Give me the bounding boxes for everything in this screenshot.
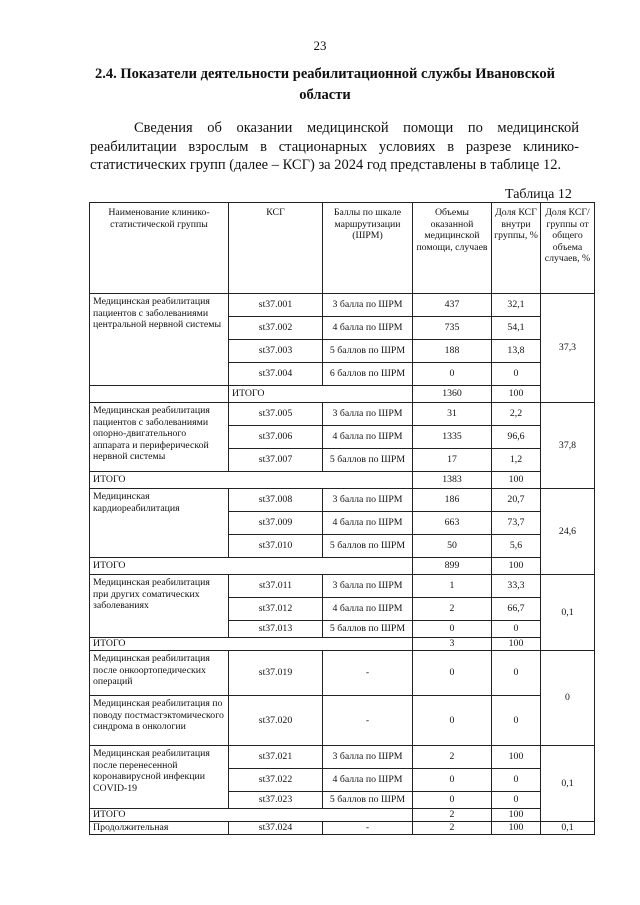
ksg-code: st37.004 bbox=[229, 363, 323, 386]
share-cell: 0 bbox=[492, 651, 541, 696]
shrm-score: - bbox=[323, 696, 413, 746]
volume-cell: 0 bbox=[413, 792, 492, 809]
header-share-in-group: Доля КСГ внутри группы, % bbox=[492, 203, 541, 294]
table-row bbox=[90, 403, 595, 426]
shrm-score: 4 балла по ШРМ bbox=[323, 426, 413, 449]
table-header-row bbox=[90, 203, 595, 294]
volume-cell: 0 bbox=[413, 769, 492, 792]
volume-cell: 188 bbox=[413, 340, 492, 363]
ksg-code: st37.002 bbox=[229, 317, 323, 340]
shrm-score: 3 балла по ШРМ bbox=[323, 403, 413, 426]
group-name: Медицинская реабилитация пациентов с заболеваниями опорно-двигательного аппарата и периферической нервной системы bbox=[90, 403, 229, 472]
group-share-total: 0,1 bbox=[541, 822, 595, 835]
share-cell: 96,6 bbox=[492, 426, 541, 449]
volume-cell: 2 bbox=[413, 822, 492, 835]
total-label: ИТОГО bbox=[90, 472, 413, 489]
page-number: 23 bbox=[313, 38, 327, 53]
group-share-total: 37,3 bbox=[541, 294, 595, 403]
total-row bbox=[90, 809, 595, 822]
share-cell: 100 bbox=[492, 746, 541, 769]
share-cell: 54,1 bbox=[492, 317, 541, 340]
ksg-code: st37.005 bbox=[229, 403, 323, 426]
share-cell: 100 bbox=[492, 822, 541, 835]
share-cell: 33,3 bbox=[492, 575, 541, 598]
share-cell: 0 bbox=[492, 363, 541, 386]
group-share-total: 0,1 bbox=[541, 575, 595, 651]
group-name: Медицинская реабилитация при других соматических заболеваниях bbox=[90, 575, 229, 638]
share-cell: 73,7 bbox=[492, 512, 541, 535]
shrm-score: 3 балла по ШРМ bbox=[323, 575, 413, 598]
total-share: 100 bbox=[492, 558, 541, 575]
header-volume: Объемы оказанной медицинской помощи, случаев bbox=[413, 203, 492, 294]
ksg-code: st37.001 bbox=[229, 294, 323, 317]
shrm-score: 5 баллов по ШРМ bbox=[323, 621, 413, 638]
ksg-code: st37.020 bbox=[229, 696, 323, 746]
volume-cell: 186 bbox=[413, 489, 492, 512]
volume-cell: 663 bbox=[413, 512, 492, 535]
volume-cell: 50 bbox=[413, 535, 492, 558]
shrm-score: 4 балла по ШРМ bbox=[323, 512, 413, 535]
section-title: 2.4. Показатели деятельности реабилитационной службы Ивановской области bbox=[94, 66, 556, 103]
share-cell: 1,2 bbox=[492, 449, 541, 472]
total-volume: 1360 bbox=[413, 386, 492, 403]
ksg-code: st37.003 bbox=[229, 340, 323, 363]
total-share: 100 bbox=[492, 386, 541, 403]
total-share: 100 bbox=[492, 638, 541, 651]
header-ksg: КСГ bbox=[229, 203, 323, 294]
total-row bbox=[90, 638, 595, 651]
ksg-code: st37.008 bbox=[229, 489, 323, 512]
ksg-code: st37.021 bbox=[229, 746, 323, 769]
shrm-score: 3 балла по ШРМ bbox=[323, 489, 413, 512]
table-caption: Таблица 12 bbox=[505, 187, 572, 202]
ksg-code: st37.011 bbox=[229, 575, 323, 598]
total-label: ИТОГО bbox=[90, 809, 413, 822]
volume-cell: 0 bbox=[413, 363, 492, 386]
intro-paragraph: Сведения об оказании медицинской помощи по медицинской реабилитации взрослым в стационарных условиях в разрезе клинико-статистических групп (далее – КСГ) за 2024 год представлены в таблице 12. bbox=[90, 120, 579, 173]
shrm-score: 4 балла по ШРМ bbox=[323, 769, 413, 792]
header-name: Наименование клинико-статистической группы bbox=[90, 203, 229, 294]
group-name: Медицинская реабилитация пациентов с заболеваниями центральной нервной системы bbox=[90, 294, 229, 386]
total-volume: 899 bbox=[413, 558, 492, 575]
volume-cell: 0 bbox=[413, 651, 492, 696]
group-share-total: 37,8 bbox=[541, 403, 595, 489]
ksg-code: st37.012 bbox=[229, 598, 323, 621]
share-cell: 0 bbox=[492, 621, 541, 638]
volume-cell: 437 bbox=[413, 294, 492, 317]
volume-cell: 31 bbox=[413, 403, 492, 426]
shrm-score: - bbox=[323, 822, 413, 835]
share-cell: 32,1 bbox=[492, 294, 541, 317]
group-name: Продолжительная bbox=[90, 822, 229, 835]
group-name: Медицинская реабилитация после перенесенной коронавирусной инфекции COVID-19 bbox=[90, 746, 229, 809]
group-share-total: 0,1 bbox=[541, 746, 595, 822]
group-name: Медицинская реабилитация по поводу постмастэктомического синдрома в онкологии bbox=[90, 696, 229, 746]
group-share-total: 0 bbox=[541, 651, 595, 746]
shrm-score: 4 балла по ШРМ bbox=[323, 598, 413, 621]
share-cell: 2,2 bbox=[492, 403, 541, 426]
shrm-score: 5 баллов по ШРМ bbox=[323, 449, 413, 472]
shrm-score: - bbox=[323, 651, 413, 696]
volume-cell: 735 bbox=[413, 317, 492, 340]
group-name: Медицинская кардиореабилитация bbox=[90, 489, 229, 558]
total-label: ИТОГО bbox=[90, 638, 413, 651]
total-volume: 1383 bbox=[413, 472, 492, 489]
header-share-total: Доля КСГ/группы от общего объема случаев, % bbox=[541, 203, 595, 294]
volume-cell: 17 bbox=[413, 449, 492, 472]
shrm-score: 5 баллов по ШРМ bbox=[323, 792, 413, 809]
ksg-code: st37.023 bbox=[229, 792, 323, 809]
shrm-score: 4 балла по ШРМ bbox=[323, 317, 413, 340]
shrm-score: 3 балла по ШРМ bbox=[323, 294, 413, 317]
volume-cell: 0 bbox=[413, 696, 492, 746]
share-cell: 0 bbox=[492, 769, 541, 792]
volume-cell: 2 bbox=[413, 746, 492, 769]
table-row bbox=[90, 489, 595, 512]
table-row bbox=[90, 696, 595, 746]
volume-cell: 1335 bbox=[413, 426, 492, 449]
total-share: 100 bbox=[492, 472, 541, 489]
ksg-table bbox=[89, 202, 595, 835]
table-row bbox=[90, 822, 595, 835]
ksg-code: st37.006 bbox=[229, 426, 323, 449]
total-row bbox=[90, 386, 595, 403]
ksg-code: st37.013 bbox=[229, 621, 323, 638]
shrm-score: 5 баллов по ШРМ bbox=[323, 340, 413, 363]
share-cell: 66,7 bbox=[492, 598, 541, 621]
share-cell: 0 bbox=[492, 696, 541, 746]
volume-cell: 0 bbox=[413, 621, 492, 638]
total-volume: 3 bbox=[413, 638, 492, 651]
volume-cell: 2 bbox=[413, 598, 492, 621]
shrm-score: 3 балла по ШРМ bbox=[323, 746, 413, 769]
shrm-score: 5 баллов по ШРМ bbox=[323, 535, 413, 558]
total-label: ИТОГО bbox=[90, 558, 413, 575]
ksg-code: st37.007 bbox=[229, 449, 323, 472]
ksg-code: st37.010 bbox=[229, 535, 323, 558]
table-row bbox=[90, 575, 595, 598]
share-cell: 20,7 bbox=[492, 489, 541, 512]
table-row bbox=[90, 294, 595, 317]
table-row bbox=[90, 651, 595, 696]
total-row bbox=[90, 472, 595, 489]
shrm-score: 6 баллов по ШРМ bbox=[323, 363, 413, 386]
ksg-code: st37.019 bbox=[229, 651, 323, 696]
group-name: Медицинская реабилитация после онкоортопедических операций bbox=[90, 651, 229, 696]
total-volume: 2 bbox=[413, 809, 492, 822]
share-cell: 0 bbox=[492, 792, 541, 809]
total-row bbox=[90, 558, 595, 575]
ksg-code: st37.009 bbox=[229, 512, 323, 535]
ksg-code: st37.024 bbox=[229, 822, 323, 835]
total-share: 100 bbox=[492, 809, 541, 822]
ksg-code: st37.022 bbox=[229, 769, 323, 792]
header-score: Баллы по шкале маршрутизации (ШРМ) bbox=[323, 203, 413, 294]
volume-cell: 1 bbox=[413, 575, 492, 598]
share-cell: 13,8 bbox=[492, 340, 541, 363]
group-share-total: 24,6 bbox=[541, 489, 595, 575]
share-cell: 5,6 bbox=[492, 535, 541, 558]
total-label: ИТОГО bbox=[229, 386, 413, 403]
table-row bbox=[90, 746, 595, 769]
